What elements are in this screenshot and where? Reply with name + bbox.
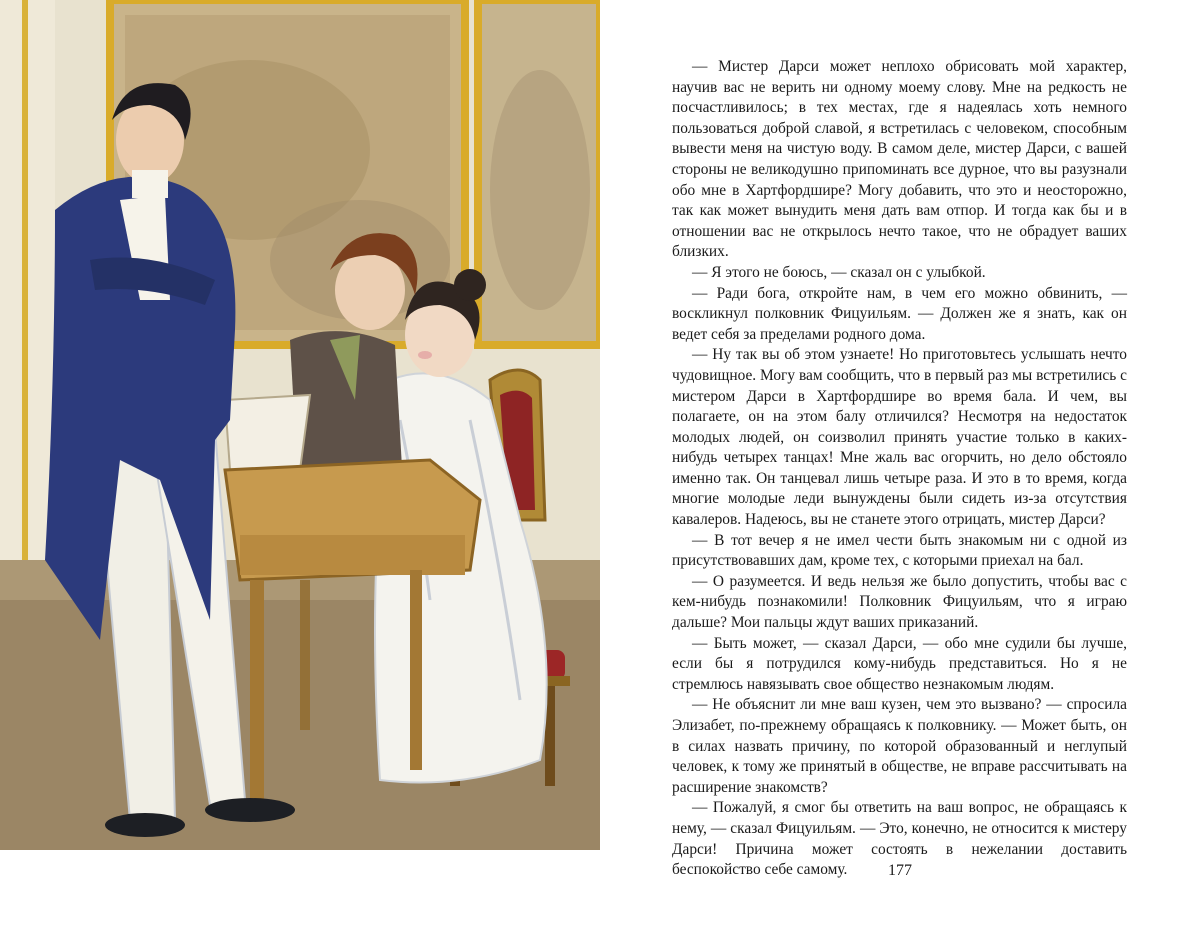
body-text: [672, 57, 1127, 881]
paragraph: — Ну так вы об этом узнаете! Но приготовьтесь услышать нечто чудовищное. Могу вам сообщить, что в первый раз мы встретились с мистером Дарси в Хартфордшире во время бала. И чем, вы полагаете, он на этом балу отличился? Несмотря на недостаток молодых людей, он соизволил принять участие только в каких-нибудь четырех танцах! Мне жаль вас огорчить, но дело обстояло именно так. Он танцевал лишь четыре раза. И это в то время, когда многие молодые леди вынуждены были сидеть из-за отсутствия кавалеров. Надеюсь, вы не станете этого отрицать, мистер Дарси?: [672, 346, 1127, 529]
paragraph: — О разумеется. И ведь нельзя же было допустить, чтобы вас с кем-нибудь познакомили! Полковник Фицуильям, что я играю дальше? Мои пальцы ждут ваших приказаний.: [672, 572, 1127, 632]
paragraph: — Не объяснит ли мне ваш кузен, чем это вызвано? — спросила Элизабет, по-прежнему обращаясь к полковнику. — Может быть, он в силах назвать причину, по которой образованный и неглупый человек, к тому же принятый в обществе, не вправе рассчитывать на расширение знакомств?: [672, 696, 1127, 796]
paragraph: — Пожалуй, я смог бы ответить на ваш вопрос, не обращаясь к нему, — сказал Фицуильям. — Это, конечно, не относится к мистеру Дарси! Причина может состоять в нежелании доставить беспокойство себе самому.: [672, 799, 1127, 879]
page-number: 177: [888, 862, 912, 879]
paragraph: — В тот вечер я не имел чести быть знакомым ни с одной из присутствовавших дам, кроме тех, с которыми приехал на бал.: [672, 531, 1127, 570]
paragraph: — Я этого не боюсь, — сказал он с улыбкой.: [692, 263, 986, 281]
paragraph: — Ради бога, откройте нам, в чем его можно обвинить, — воскликнул полковник Фицуильям. — Должен же я знать, как он ведет себя за пределами родного дома.: [672, 284, 1127, 343]
paragraph: — Быть может, — сказал Дарси, — обо мне судили бы лучше, если бы я потрудился кому-нибудь представиться. Но я не стремлюсь навязывать свое общество незнакомым людям.: [672, 634, 1127, 693]
paragraph: — Мистер Дарси может неплохо обрисовать мой характер, научив вас не верить ни одному моему слову. Мне на редкость не посчастливилось; в тех местах, где я надеялась хоть немного пользоваться доброй славой, я встретилась с человеком, способным вывести меня на чистую воду. В самом деле, мистер Дарси, с вашей стороны не великодушно припоминать все дурное, что вы разузнали обо мне в Хартфордшире? Могу добавить, что это и неосторожно, так как может вынудить меня дать вам отпор. И тогда как бы и в отношении вас не открылось нечто такое, что не обрадует ваших близких.: [672, 58, 1127, 261]
text-page: [600, 0, 1200, 933]
